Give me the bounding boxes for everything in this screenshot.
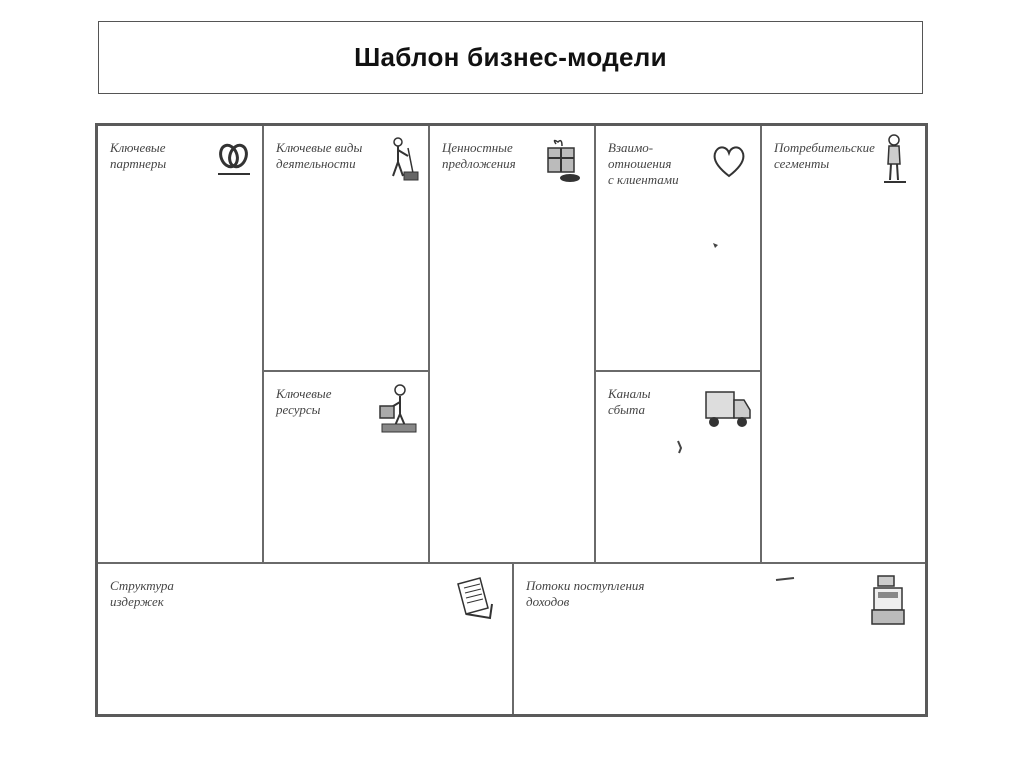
page-title: Шаблон бизнес-модели bbox=[354, 42, 667, 72]
block-label-customer-relationships: Взаимо- отношения с клиентами bbox=[608, 140, 679, 187]
block-key-partners bbox=[98, 126, 264, 564]
delivery-truck-icon bbox=[704, 388, 752, 432]
block-key-resources bbox=[264, 372, 430, 564]
ink-speck bbox=[676, 440, 684, 459]
block-customer-relationships bbox=[596, 126, 762, 372]
block-label-key-resources: Ключевые ресурсы bbox=[276, 386, 332, 417]
ink-speck bbox=[774, 570, 798, 588]
worker-with-box-icon bbox=[378, 384, 418, 434]
block-revenue-streams bbox=[514, 564, 925, 714]
cash-register-icon bbox=[868, 574, 910, 628]
block-customer-segments bbox=[762, 126, 925, 564]
block-label-cost-structure: Структура издержек bbox=[110, 578, 174, 609]
block-label-key-activities: Ключевые виды деятельности bbox=[276, 140, 363, 171]
block-label-key-partners: Ключевые партнеры bbox=[110, 140, 167, 171]
invoice-papers-icon bbox=[452, 574, 498, 620]
block-label-revenue-streams: Потоки поступления доходов bbox=[526, 578, 645, 609]
linked-rings-icon bbox=[214, 138, 254, 178]
block-channels bbox=[596, 372, 762, 564]
block-key-activities bbox=[264, 126, 430, 372]
block-cost-structure bbox=[98, 564, 514, 714]
block-label-customer-segments: Потребительские сегменты bbox=[774, 140, 875, 171]
ink-speck bbox=[712, 236, 720, 254]
block-label-channels: Каналы сбыта bbox=[608, 386, 651, 417]
block-label-value-propositions: Ценностные предложения bbox=[442, 140, 516, 171]
title-box bbox=[98, 21, 923, 94]
worker-sweeping-icon bbox=[386, 136, 420, 182]
person-standing-icon bbox=[880, 134, 910, 186]
heart-icon bbox=[710, 142, 748, 180]
business-model-canvas bbox=[95, 123, 928, 717]
gift-icon bbox=[542, 138, 584, 184]
block-value-propositions bbox=[430, 126, 596, 564]
